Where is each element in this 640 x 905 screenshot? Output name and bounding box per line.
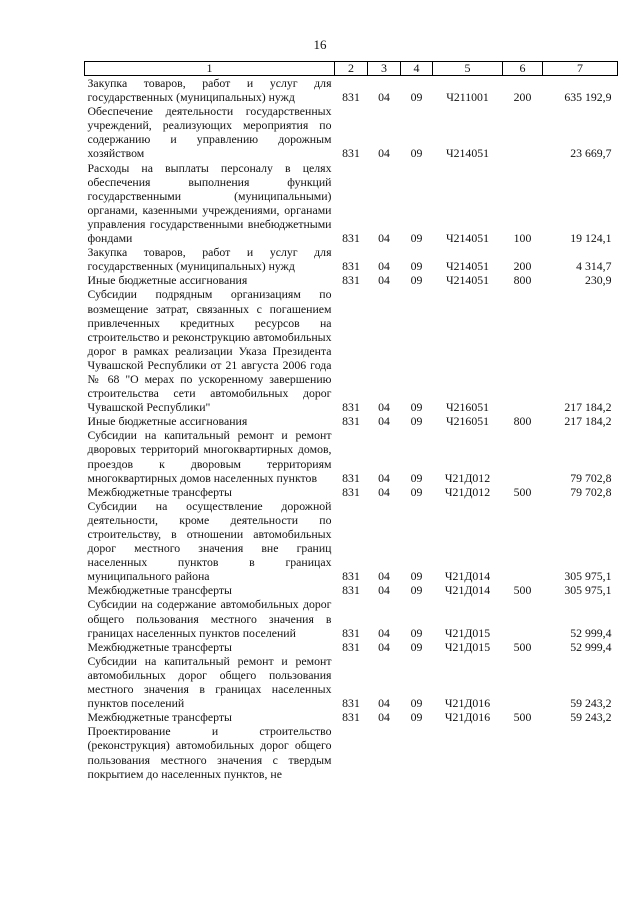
row-expense-type <box>503 499 543 584</box>
table-row <box>85 499 618 584</box>
row-section-code: 04 <box>378 259 390 274</box>
row-section-code: 04 <box>378 470 390 485</box>
row-expense-type <box>503 597 543 639</box>
row-ministry-code: 831 <box>342 259 360 274</box>
row-name: Субсидии подрядным организациям по возмещение затрат, связанных с погашением привлеченных кредитных ресурсов на строительство и реконструкцию автомобильных дорог в рамках реализации Указа Президента Чувашской Республики от 21 августа 2006 года № 68 "О мерах по ускоренному завершению строительства сети автомобильных дорог Чувашской Республики" <box>87 287 332 415</box>
row-ministry-code: 831 <box>342 484 360 499</box>
row-target-article: Ч214051 <box>445 146 490 161</box>
row-target-article: Ч211001 <box>446 90 489 105</box>
row-subsection-code: 09 <box>410 231 423 246</box>
row-name: Обеспечение деятельности государственных учреждений, реализующих мероприятия по содержанию и управлению дорожным хозяйством <box>87 104 332 161</box>
table-row <box>85 640 618 654</box>
table-row <box>85 76 618 105</box>
table-row <box>85 710 618 724</box>
row-target-article: Ч21Д014 <box>444 569 491 584</box>
row-amount: 59 243,2 <box>570 696 612 711</box>
row-amount: 52 999,4 <box>570 639 612 654</box>
row-section-code: 04 <box>378 414 390 429</box>
row-ministry-code: 831 <box>342 414 360 429</box>
table-header-row <box>85 62 618 76</box>
row-subsection-code: 09 <box>410 569 423 584</box>
row-name: Иные бюджетные ассигнования <box>87 414 248 429</box>
row-section-code: 04 <box>378 484 390 499</box>
row-subsection-code: 09 <box>410 470 423 485</box>
row-section-code: 04 <box>378 625 390 640</box>
row-amount: 59 243,2 <box>570 710 612 725</box>
row-expense-type <box>503 287 543 414</box>
row-expense-type <box>503 724 543 780</box>
row-subsection-code: 09 <box>410 414 423 429</box>
row-expense-type: 500 <box>513 583 532 598</box>
table-row <box>85 724 618 780</box>
row-expense-type: 500 <box>513 484 532 499</box>
row-target-article: Ч21Д015 <box>444 625 491 640</box>
row-subsection-code: 09 <box>410 639 423 654</box>
row-expense-type: 200 <box>513 90 532 105</box>
table-row <box>85 245 618 273</box>
column-header: 4 <box>401 62 433 76</box>
row-ministry-code: 831 <box>342 231 360 246</box>
row-ministry-code: 831 <box>342 639 360 654</box>
row-name: Субсидии на капитальный ремонт и ремонт автомобильных дорог общего пользования местного значения в границах населенных пунктов поселений <box>87 653 332 711</box>
row-section-code: 04 <box>378 639 390 654</box>
row-amount: 52 999,4 <box>570 625 612 640</box>
row-amount: 23 669,7 <box>570 146 612 161</box>
table-row <box>85 287 618 414</box>
row-target-article: Ч214051 <box>445 231 490 246</box>
table-row <box>85 414 618 428</box>
table-row <box>85 161 618 246</box>
table-row <box>85 485 618 499</box>
row-target-article: Ч21Д015 <box>444 639 491 654</box>
row-amount: 217 184,2 <box>564 414 612 429</box>
row-name: Субсидии на осуществление дорожной деятельности, кроме деятельности по строительству, в отношении автомобильных дорог местного значения вне границ населенных пунктов в границах муниципального района <box>87 498 332 584</box>
row-subsection-code: 09 <box>410 273 423 288</box>
row-target-article: Ч216051 <box>445 400 490 415</box>
row-name: Расходы на выплаты персоналу в целях обеспечения выполнения функций государственными (муниципальными) органами, казенными учреждениями, органами управления государственными внебюджетными фондами <box>87 160 332 246</box>
row-ministry-code: 831 <box>342 696 360 711</box>
row-subsection-code: 09 <box>410 583 423 598</box>
row-subsection-code: 09 <box>410 710 423 725</box>
row-name: Иные бюджетные ассигнования <box>87 273 248 288</box>
row-target-article: Ч21Д014 <box>444 583 491 598</box>
row-section-code: 04 <box>378 146 390 161</box>
row-expense-type: 100 <box>513 231 532 246</box>
row-expense-type: 200 <box>513 259 532 274</box>
row-name: Закупка товаров, работ и услуг для государственных (муниципальных) нужд <box>87 76 332 105</box>
row-ministry-code: 831 <box>342 400 360 415</box>
budget-table <box>84 61 618 781</box>
row-ministry-code: 831 <box>342 583 360 598</box>
row-ministry-code: 831 <box>342 710 360 725</box>
row-name: Межбюджетные трансферты <box>87 583 232 598</box>
row-ministry-code: 831 <box>342 146 360 161</box>
row-target-article: Ч21Д012 <box>444 484 491 499</box>
row-amount: 79 702,8 <box>570 484 612 499</box>
row-amount: 19 124,1 <box>570 231 612 246</box>
row-amount: 79 702,8 <box>570 470 612 485</box>
row-section-code <box>368 724 401 780</box>
row-name: Субсидии на капитальный ремонт и ремонт дворовых территорий многоквартирных домов, проездов к дворовым территориям многоквартирных домов населенных пунктов <box>87 428 332 485</box>
row-section-code: 04 <box>378 696 390 711</box>
column-header: 7 <box>543 62 618 76</box>
row-subsection-code: 09 <box>410 696 423 711</box>
column-header: 1 <box>85 62 335 76</box>
row-subsection-code: 09 <box>410 90 423 105</box>
page-number: 16 <box>313 37 327 52</box>
row-subsection-code: 09 <box>410 400 423 415</box>
row-ministry-code: 831 <box>342 470 360 485</box>
row-amount: 305 975,1 <box>564 583 612 598</box>
row-ministry-code: 831 <box>342 90 360 105</box>
row-subsection-code: 09 <box>410 146 423 161</box>
column-header: 2 <box>335 62 368 76</box>
row-expense-type: 800 <box>513 273 532 288</box>
row-subsection-code: 09 <box>410 625 423 640</box>
row-expense-type: 800 <box>513 414 532 429</box>
row-target-article: Ч214051 <box>445 259 490 274</box>
table-row <box>85 583 618 597</box>
row-amount <box>543 724 618 780</box>
table-row <box>85 104 618 160</box>
row-section-code: 04 <box>378 583 390 598</box>
row-section-code: 04 <box>378 569 390 584</box>
row-target-article: Ч21Д016 <box>444 696 491 711</box>
row-subsection-code: 09 <box>410 259 423 274</box>
row-amount: 635 192,9 <box>564 90 612 105</box>
row-name: Проектирование и строительство (реконструкция) автомобильных дорог общего пользования местного значения с твердым покрытием до населенных пунктов, не <box>87 724 332 781</box>
table-row <box>85 428 618 484</box>
row-name: Межбюджетные трансферты <box>87 484 232 499</box>
row-subsection-code: 09 <box>410 484 423 499</box>
row-ministry-code: 831 <box>342 273 360 288</box>
row-expense-type <box>503 104 543 160</box>
column-header: 5 <box>433 62 503 76</box>
row-target-article: Ч21Д016 <box>444 710 491 725</box>
row-amount: 305 975,1 <box>564 569 612 584</box>
row-name: Субсидии на содержание автомобильных дорог общего пользования местного значения в границах населенных пунктов поселений <box>87 597 332 640</box>
row-name: Межбюджетные трансферты <box>87 710 232 725</box>
row-amount: 217 184,2 <box>564 400 612 415</box>
row-subsection-code <box>401 724 433 780</box>
row-section-code: 04 <box>378 710 390 725</box>
row-target-article: Ч214051 <box>445 273 490 288</box>
row-expense-type: 500 <box>513 710 532 725</box>
row-section-code: 04 <box>378 231 390 246</box>
row-target-article <box>433 724 503 780</box>
row-expense-type <box>503 654 543 710</box>
column-header: 3 <box>368 62 401 76</box>
row-expense-type <box>503 428 543 484</box>
column-header: 6 <box>503 62 543 76</box>
row-amount: 230,9 <box>584 273 612 288</box>
table-row <box>85 654 618 710</box>
row-name: Межбюджетные трансферты <box>87 639 232 654</box>
row-target-article: Ч21Д012 <box>444 470 491 485</box>
row-section-code: 04 <box>378 90 390 105</box>
row-amount: 4 314,7 <box>576 259 612 274</box>
row-section-code: 04 <box>378 400 390 415</box>
row-section-code: 04 <box>378 273 390 288</box>
table-row <box>85 273 618 287</box>
row-name: Закупка товаров, работ и услуг для государственных (муниципальных) нужд <box>87 245 332 274</box>
table-row <box>85 597 618 639</box>
row-ministry-code: 831 <box>342 625 360 640</box>
row-ministry-code <box>335 724 368 780</box>
row-target-article: Ч216051 <box>445 414 490 429</box>
row-expense-type: 500 <box>513 639 532 654</box>
row-ministry-code: 831 <box>342 569 360 584</box>
